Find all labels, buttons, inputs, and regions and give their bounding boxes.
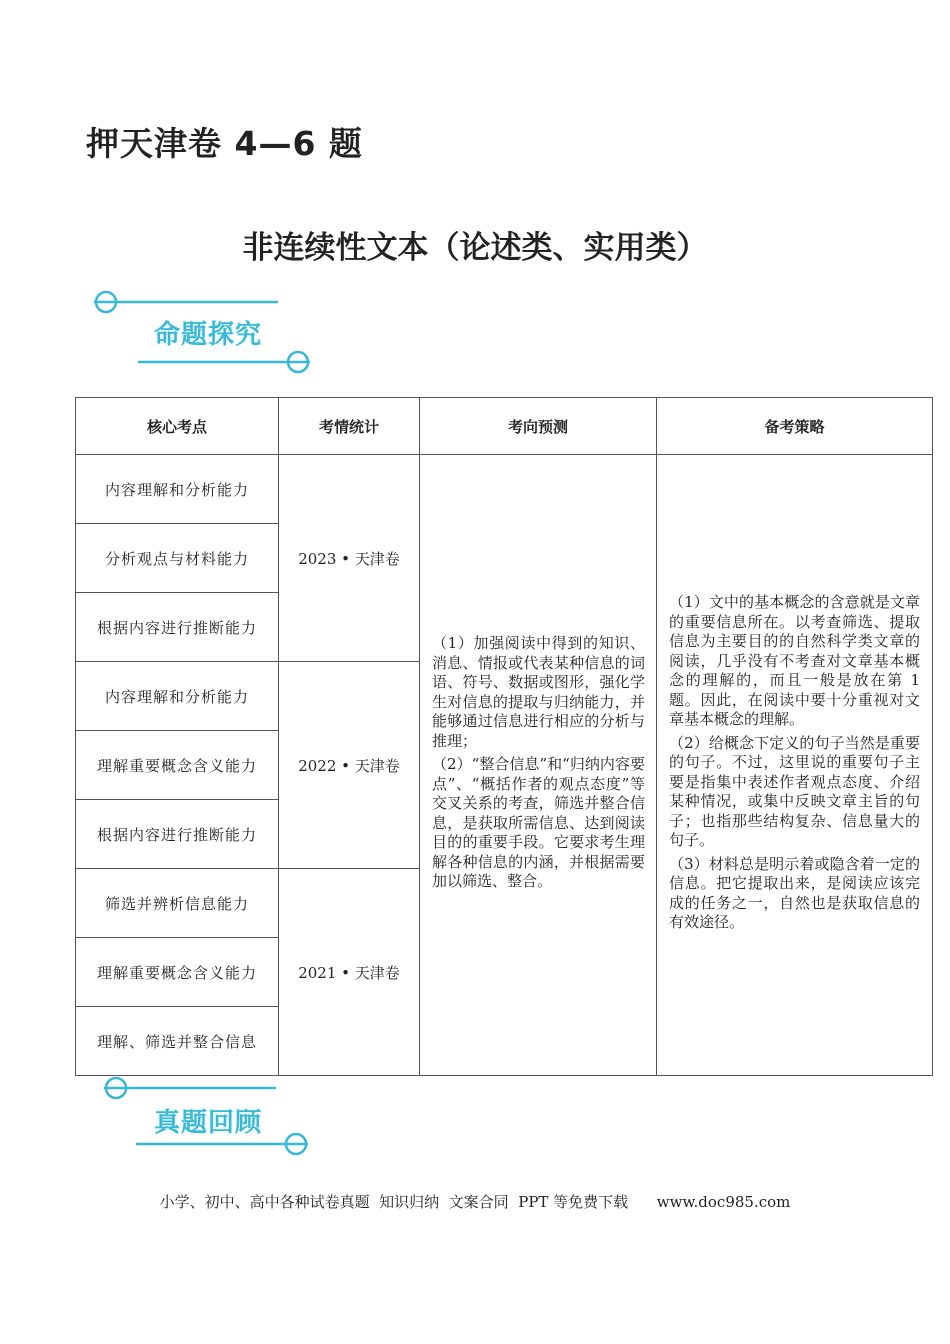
footer — [0, 1191, 950, 1212]
strategy-paragraph: （2）给概念下定义的句子当然是重要的句子。不过，这里说的重要句子主要是指集中表述作者观点态度、介绍某种情况，或集中反映文章主旨的句子；也指那些结构复杂、信息量大的句子。 — [669, 733, 920, 850]
stat-cell-2023: 2023 • 天津卷 — [279, 455, 420, 662]
banner-label: 真题回顾 — [153, 1108, 262, 1138]
core-point-cell: 筛选并辨析信息能力 — [76, 869, 279, 938]
core-point-cell: 分析观点与材料能力 — [76, 524, 279, 593]
page-title: 押天津卷 4—6 题 — [86, 124, 363, 163]
header-strategy: 备考策略 — [657, 398, 933, 455]
strategy-paragraph: （1）文中的基本概念的含意就是文章的重要信息所在。以考查筛选、提取信息为主要目的的自然科学类文章的阅读，几乎没有不考查对文章基本概念的理解的，而且一般是放在第 1 题。因此，在阅读中要十分重视对文章基本概念的理解。 — [669, 593, 920, 729]
footer-link[interactable]: www.doc985.com — [656, 1193, 791, 1211]
core-point-cell: 根据内容进行推断能力 — [76, 593, 279, 662]
table-row — [76, 455, 933, 524]
prediction-paragraph: （2）“整合信息”和“归纳内容要点”、“概括作者的观点态度”等交叉关系的考查，筛选并整合信息，是获取所需信息、达到阅读目的的重要手段。它要求考生理解各种信息的内涵，并根据需要加以筛选、整合。 — [432, 755, 645, 891]
section-banner-mingti — [88, 288, 328, 376]
strategy-cell — [657, 455, 933, 1076]
section-banner-zhenti — [88, 1074, 328, 1162]
header-core-points: 核心考点 — [76, 398, 279, 455]
table-header-row — [76, 398, 933, 455]
core-point-cell: 理解、筛选并整合信息 — [76, 1007, 279, 1076]
core-point-cell: 理解重要概念含义能力 — [76, 731, 279, 800]
core-point-cell: 内容理解和分析能力 — [76, 662, 279, 731]
core-point-cell: 根据内容进行推断能力 — [76, 800, 279, 869]
page-subtitle: 非连续性文本（论述类、实用类） — [242, 230, 708, 266]
banner-label: 命题探究 — [153, 320, 262, 350]
exam-analysis-table — [75, 397, 933, 1076]
footer-text: 小学、初中、高中各种试卷真题 知识归纳 文案合同 PPT 等免费下载 — [159, 1193, 629, 1211]
header-statistics: 考情统计 — [279, 398, 420, 455]
stat-cell-2021: 2021 • 天津卷 — [279, 869, 420, 1076]
core-point-cell: 理解重要概念含义能力 — [76, 938, 279, 1007]
core-point-cell: 内容理解和分析能力 — [76, 455, 279, 524]
stat-cell-2022: 2022 • 天津卷 — [279, 662, 420, 869]
strategy-paragraph: （3）材料总是明示着或隐含着一定的信息。把它提取出来，是阅读应该完成的任务之一，自然也是获取信息的有效途径。 — [669, 854, 920, 932]
prediction-paragraph: （1）加强阅读中得到的知识、消息、情报或代表某种信息的词语、符号、数据或图形，强化学生对信息的提取与归纳能力，并能够通过信息进行相应的分析与推理； — [432, 634, 645, 750]
prediction-cell — [420, 455, 657, 1076]
header-prediction: 考向预测 — [420, 398, 657, 455]
